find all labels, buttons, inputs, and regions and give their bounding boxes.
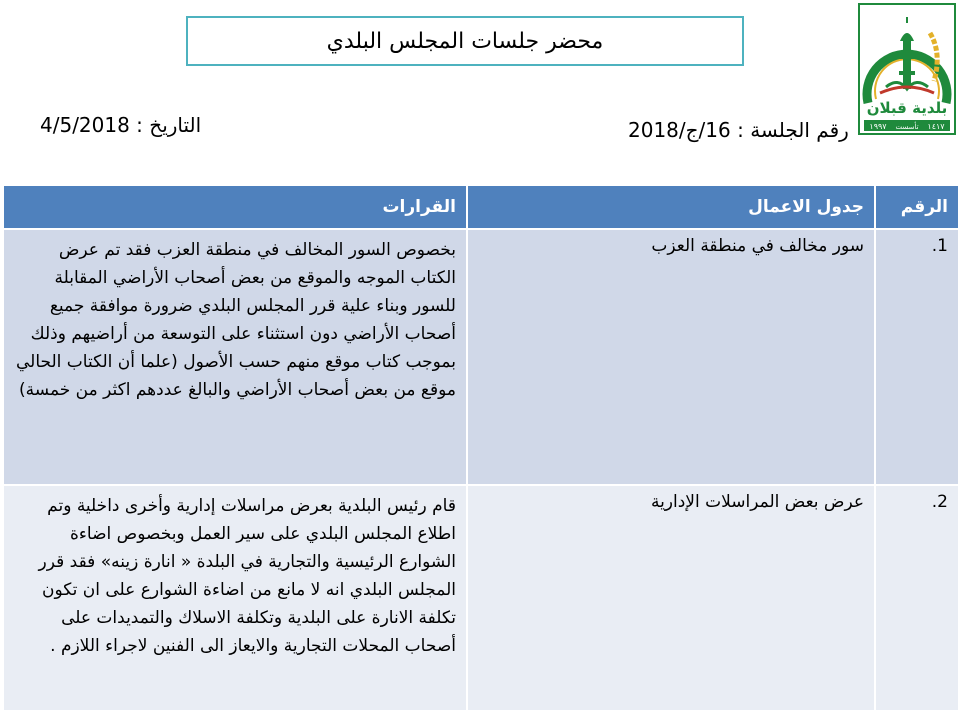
header-number: الرقم <box>875 185 959 229</box>
row-agenda: سور مخالف في منطقة العزب <box>467 229 875 485</box>
logo-founded: تأسست <box>895 123 919 131</box>
table-header-row <box>3 185 959 229</box>
minutes-table <box>2 184 960 712</box>
row-agenda: عرض بعض المراسلات الإدارية <box>467 485 875 711</box>
page-title: محضر جلسات المجلس البلدي <box>186 16 744 66</box>
logo-year-right: ١٤١٧ <box>927 122 945 131</box>
row-decision: قام رئيس البلدية بعرض مراسلات إدارية وأخرى داخلية وتم اطلاع المجلس البلدي على سير العمل وبخصوص اضاءة الشوارع الرئيسية والتجارية في البلدة « انارة زينه» فقد قرر المجلس البلدي انه لا مانع من اضاءة الشوارع على ان تكون تكلفة الانارة على البلدية وتكلفة الاسلاك والتمديدات على أصحاب المحلات التجارية والايعاز الى الفنين لاجراء اللازم . <box>3 485 467 711</box>
logo-name: بلدية قبلان <box>866 99 948 117</box>
logo-year-left: ١٩٩٧ <box>869 122 887 131</box>
row-number: 2. <box>875 485 959 711</box>
municipality-logo <box>858 3 956 135</box>
row-number: 1. <box>875 229 959 485</box>
row-decision: بخصوص السور المخالف في منطقة العزب فقد تم عرض الكتاب الموجه والموقع من بعض أصحاب الأراضي المقابلة للسور وبناء علية قرر المجلس البلدي ضرورة موافقة جميع أصحاب الأراضي دون استثناء على التوسعة من أراضيهم وذلك بموجب كتاب موقع منهم حسب الأصول (علما أن الكتاب الحالي موقع من بعض أصحاب الأراضي والبالغ عددهم اكثر من خمسة) <box>3 229 467 485</box>
header-agenda: جدول الاعمال <box>467 185 875 229</box>
session-number: رقم الجلسة : 16/ج/2018 <box>628 118 849 142</box>
table-row <box>3 485 959 711</box>
header-decisions: القرارات <box>3 185 467 229</box>
meeting-date: التاريخ : 4/5/2018 <box>40 113 202 137</box>
table-row <box>3 229 959 485</box>
